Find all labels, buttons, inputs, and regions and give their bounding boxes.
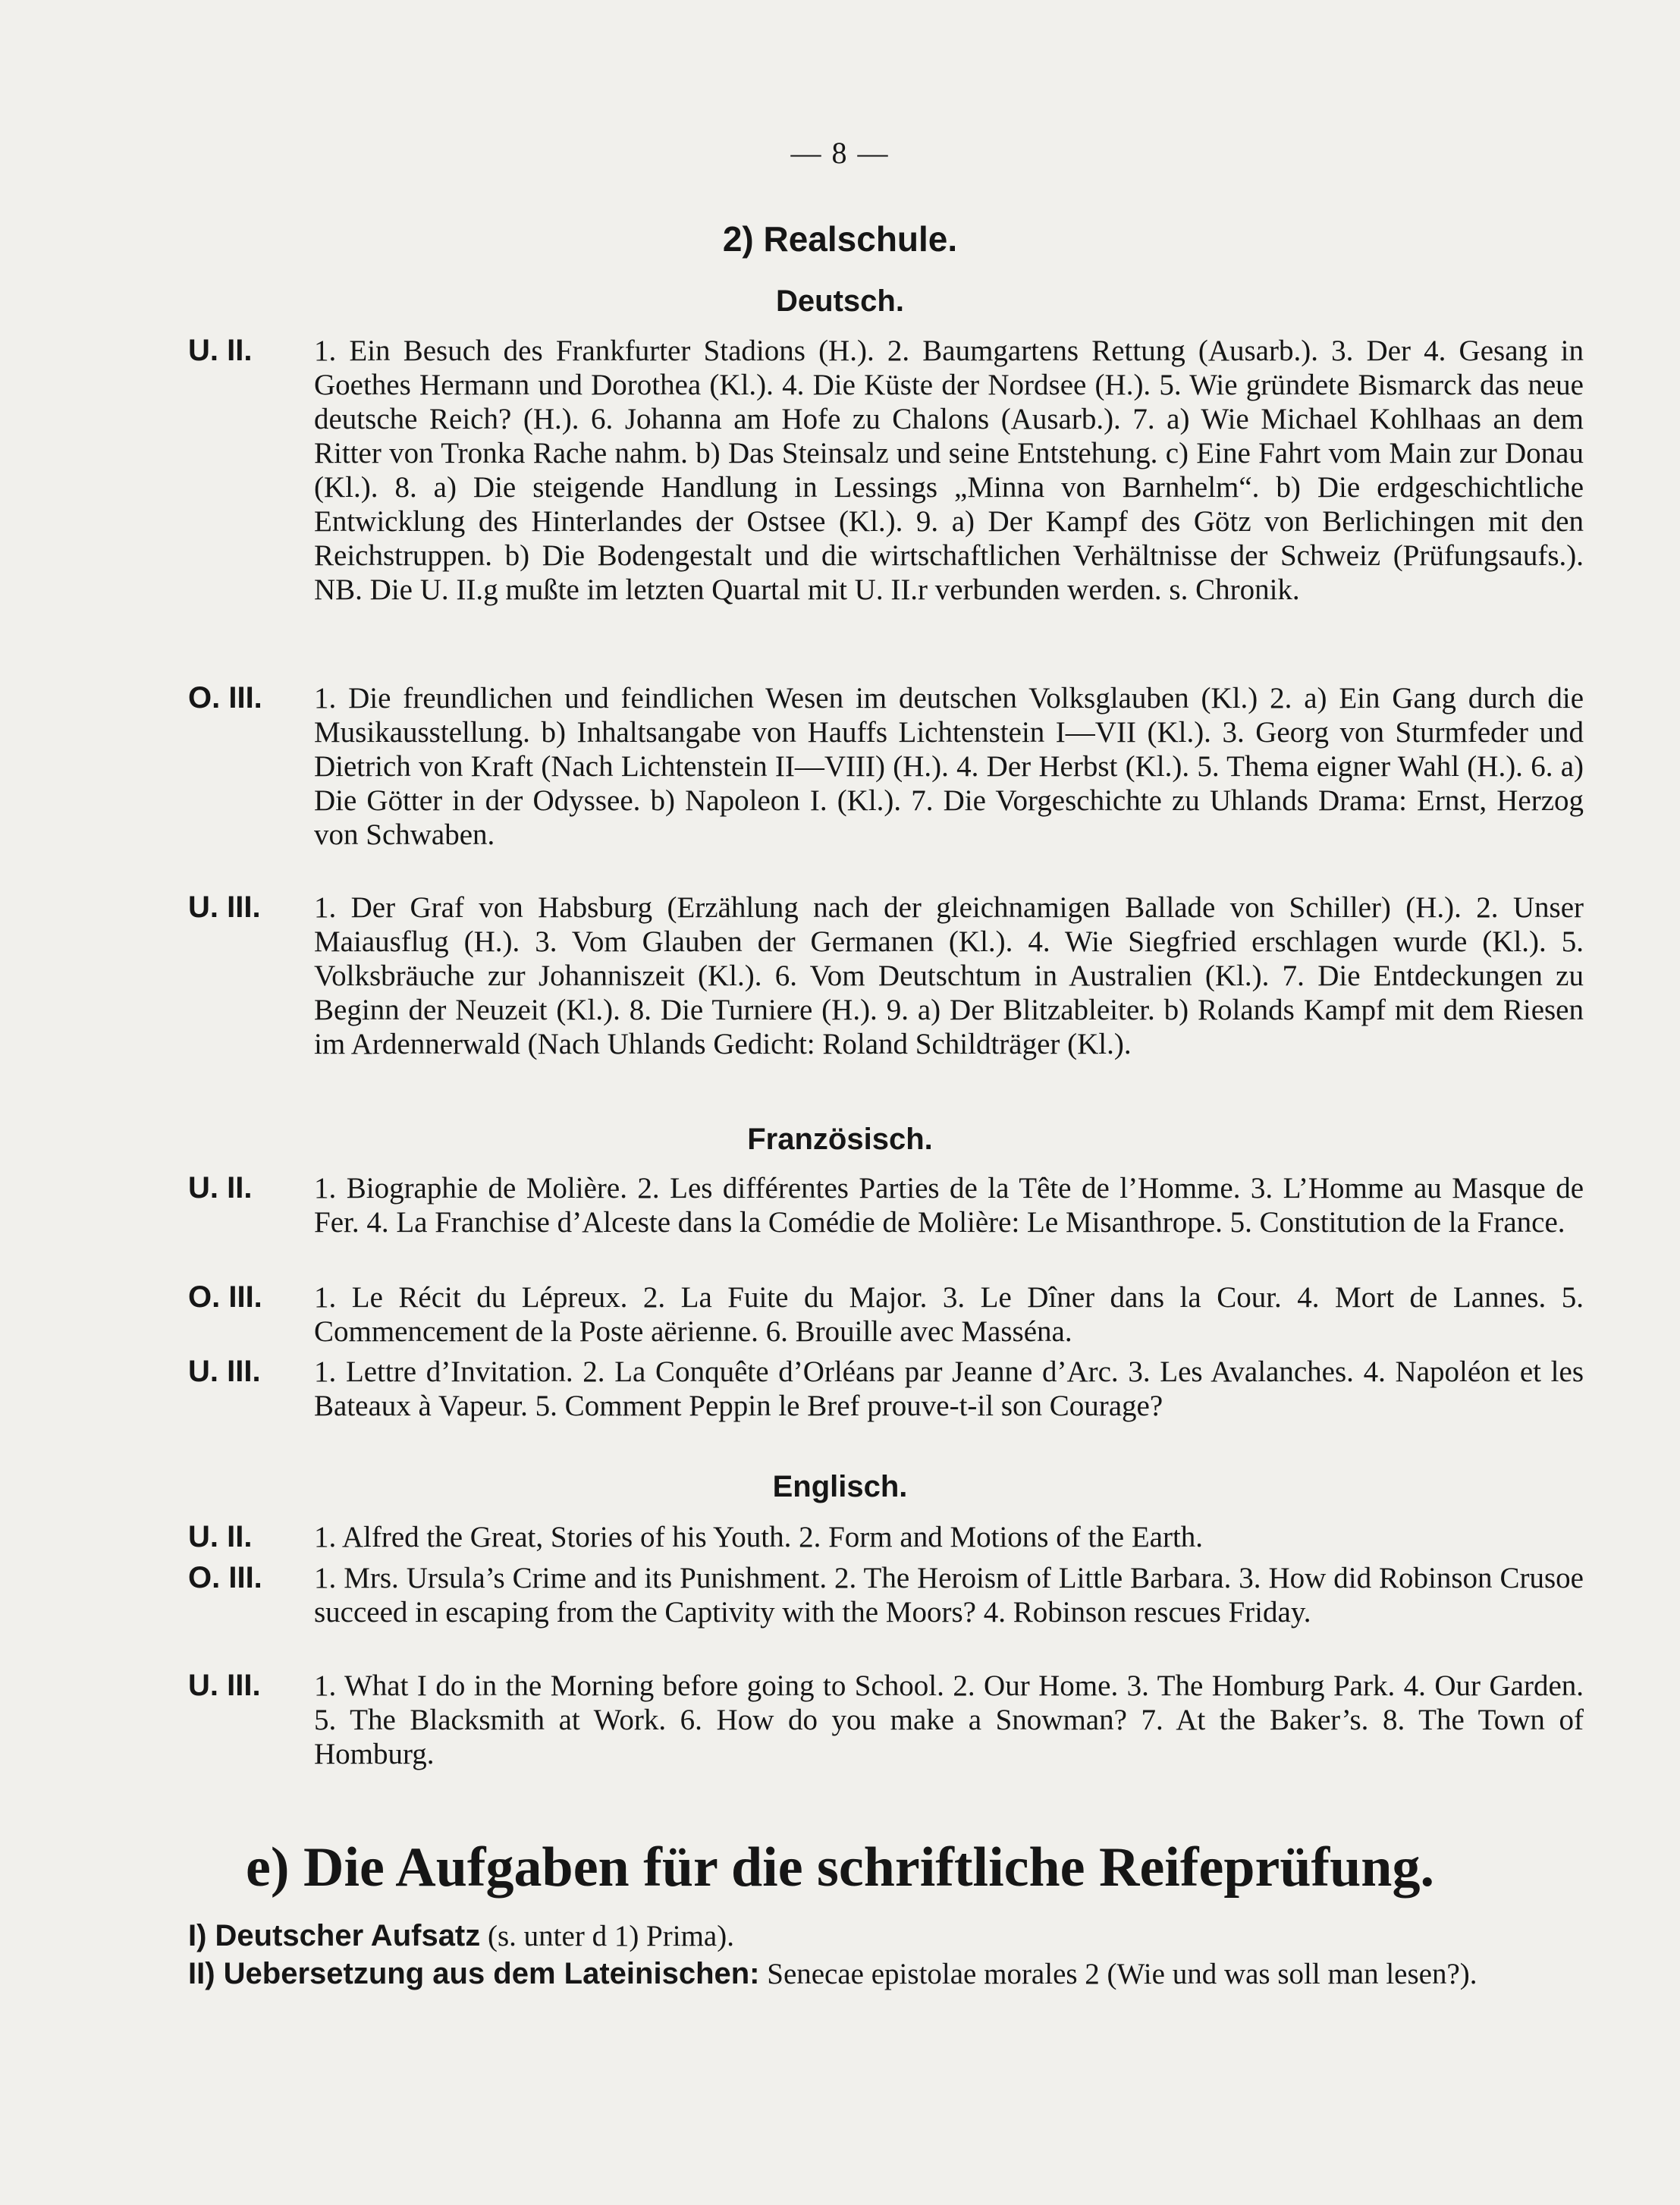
topic-list: 1. Le Récit du Lépreux. 2. La Fuite du Major. 3. Le Dîner dans la Cour. 4. Mort de Lannes. 5. Commencement de la Poste aërienne. 6. Brouille avec Masséna. xyxy=(314,1281,1584,1348)
exam-heading: e) Die Aufgaben für die schriftliche Reifeprüfung. xyxy=(246,1836,1434,1899)
topic-list: 1. What I do in the Morning before going to School. 2. Our Home. 3. The Homburg Park. 4. Our Garden. 5. The Blacksmith at Work. 6. How do you make a Snowman? 7. At the Baker’s. 8. The Town of Homburg. xyxy=(314,1669,1584,1770)
class-label: O. III. xyxy=(188,681,262,715)
class-label: U. III. xyxy=(188,1669,261,1702)
topic-list: 1. Lettre d’Invitation. 2. La Conquête d’Orléans par Jeanne d’Arc. 3. Les Avalanches. 4. Napoléon et les Bateaux à Vapeur. 5. Comment Peppin le Bref prouve-t-il son Courage? xyxy=(314,1355,1584,1422)
exam-item-label: II) Uebersetzung aus dem Lateinischen: xyxy=(188,1957,760,1990)
topic-list: 1. Ein Besuch des Frankfurter Stadions (H.). 2. Baumgartens Rettung (Ausarb.). 3. Der 4. Gesang in Goethes Hermann und Dorothea (Kl.). 4. Die Küste der Nordsee (H.). 5. Wie gründete Bismarck das neue deutsche Reich? (H.). 6. Johanna am Hofe zu Chalons (Ausarb.). 7. a) Wie Michael Kohlhaas an dem Ritter von Tronka Rache nahm. b) Das Steinsalz und seine Entstehung. c) Eine Fahrt vom Main zur Donau (Kl.). 8. a) Die steigende Handlung in Lessings „Minna von Barnhelm“. b) Die erdgeschichtliche Entwicklung des Hinterlandes der Ostsee (Kl.). 9. a) Der Kampf des Götz von Berlichingen mit den Reichstruppen. b) Die Bodengestalt und die wirtschaftlichen Verhältnisse der Schweiz (Prüfungsaufs.). NB. Die U. II.g mußte im letzten Quartal mit U. II.r verbunden werden. s. Chronik. xyxy=(314,335,1584,606)
subject-heading-deutsch: Deutsch. xyxy=(776,284,904,318)
class-label: U. III. xyxy=(188,1355,261,1388)
class-label: U. II. xyxy=(188,334,253,367)
exam-item-text: (s. unter d 1) Prima). xyxy=(488,1920,734,1952)
topic-list: 1. Biographie de Molière. 2. Les différentes Parties de la Tête de l’Homme. 3. L’Homme au Masque de Fer. 4. La Franchise d’Alceste dans la Comédie de Molière: Le Misanthrope. 5. Constitution de la France. xyxy=(314,1172,1584,1239)
class-label: U. II. xyxy=(188,1171,253,1205)
page-number: — 8 — xyxy=(790,136,890,170)
topic-list: 1. Die freundlichen und feindlichen Wesen im deutschen Volksglauben (Kl.) 2. a) Ein Gang durch die Musikausstellung. b) Inhaltsangabe von Hauffs Lichtenstein I—VII (Kl.). 3. Georg von Sturmfeder und Dietrich von Kraft (Nach Lichtenstein II—VIII) (H.). 4. Der Herbst (Kl.). 5. Thema eigner Wahl (H.). 6. a) Die Götter in der Odyssee. b) Napoleon I. (Kl.). 7. Die Vorgeschichte zu Uhlands Drama: Ernst, Herzog von Schwaben. xyxy=(314,682,1584,851)
subject-heading-englisch: Englisch. xyxy=(772,1470,908,1503)
class-label: U. II. xyxy=(188,1520,253,1553)
topic-list: 1. Der Graf von Habsburg (Erzählung nach der gleichnamigen Ballade von Schiller) (H.). 2. Unser Maiausflug (H.). 3. Vom Glauben der Germanen (Kl.). 4. Wie Siegfried erschlagen wurde (Kl.). 5. Volksbräuche zur Johanniszeit (Kl.). 6. Vom Deutschtum in Australien (Kl.). 7. Die Entdeckungen zu Beginn der Neuzeit (Kl.). 8. Die Turniere (H.). 9. a) Der Blitzableiter. b) Rolands Kampf mit dem Riesen im Ardennerwald (Nach Uhlands Gedicht: Roland Schildträger (Kl.). xyxy=(314,891,1584,1060)
topic-list: 1. Mrs. Ursula’s Crime and its Punishment. 2. The Heroism of Little Barbara. 3. How did Robinson Crusoe succeed in escaping from the Captivity with the Moors? 4. Robinson rescues Friday. xyxy=(314,1562,1584,1629)
exam-item-text: Senecae epistolae morales 2 (Wie und was soll man lesen?). xyxy=(767,1958,1477,1990)
exam-item-german-essay xyxy=(188,1919,1584,1953)
exam-item-latin-translation xyxy=(188,1957,1584,1991)
class-label: O. III. xyxy=(188,1280,262,1314)
school-section-title: 2) Realschule. xyxy=(722,219,958,259)
class-label: O. III. xyxy=(188,1561,262,1594)
subject-heading-franzoesisch: Französisch. xyxy=(747,1123,933,1156)
exam-item-label: I) Deutscher Aufsatz xyxy=(188,1919,481,1952)
class-label: U. III. xyxy=(188,890,261,924)
topic-list: 1. Alfred the Great, Stories of his Youth. 2. Form and Motions of the Earth. xyxy=(314,1521,1204,1553)
